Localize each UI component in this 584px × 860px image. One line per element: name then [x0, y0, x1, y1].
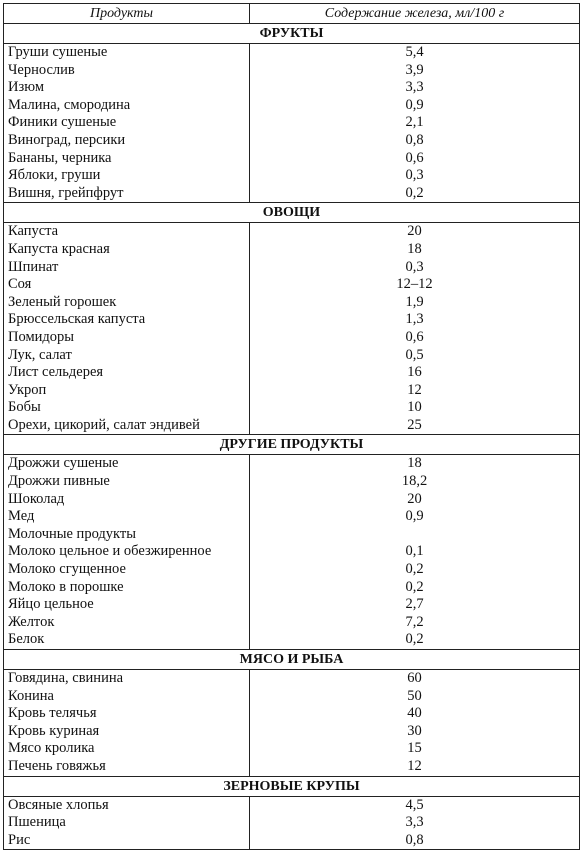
product-name: Мясо кролика — [4, 740, 250, 758]
table-row — [4, 167, 580, 185]
table-row — [4, 329, 580, 347]
iron-value: 3,9 — [250, 62, 580, 80]
table-row — [4, 473, 580, 491]
product-name: Молоко в порошке — [4, 579, 250, 597]
table-row — [4, 259, 580, 277]
table-row — [4, 62, 580, 80]
iron-content-table — [3, 3, 580, 850]
product-name: Соя — [4, 276, 250, 294]
product-name: Кровь телячья — [4, 705, 250, 723]
table-row — [4, 688, 580, 706]
table-row — [4, 347, 580, 365]
iron-value: 25 — [250, 417, 580, 435]
product-name: Бананы, черника — [4, 150, 250, 168]
iron-value: 20 — [250, 223, 580, 241]
product-name: Желток — [4, 614, 250, 632]
section-title: МЯСО И РЫБА — [4, 650, 580, 670]
table-row — [4, 579, 580, 597]
table-row — [4, 491, 580, 509]
product-name: Капуста — [4, 223, 250, 241]
iron-value: 30 — [250, 723, 580, 741]
iron-value: 0,2 — [250, 185, 580, 203]
table-row — [4, 670, 580, 688]
table-row — [4, 399, 580, 417]
table-row — [4, 185, 580, 203]
iron-value: 4,5 — [250, 796, 580, 814]
table-row — [4, 276, 580, 294]
iron-value: 0,2 — [250, 631, 580, 649]
product-name: Лук, салат — [4, 347, 250, 365]
product-name: Бобы — [4, 399, 250, 417]
iron-value: 0,8 — [250, 132, 580, 150]
product-name: Овсяные хлопья — [4, 796, 250, 814]
product-name: Орехи, цикорий, салат эндивей — [4, 417, 250, 435]
table-row — [4, 97, 580, 115]
product-name: Укроп — [4, 382, 250, 400]
iron-value: 18 — [250, 241, 580, 259]
iron-value: 3,3 — [250, 814, 580, 832]
iron-value: 0,3 — [250, 259, 580, 277]
iron-value: 5,4 — [250, 44, 580, 62]
table-row — [4, 740, 580, 758]
section-title: ОВОЩИ — [4, 203, 580, 223]
iron-value: 12 — [250, 758, 580, 776]
table-row — [4, 596, 580, 614]
iron-value: 0,1 — [250, 543, 580, 561]
iron-value: 2,7 — [250, 596, 580, 614]
table-row — [4, 132, 580, 150]
product-name: Вишня, грейпфрут — [4, 185, 250, 203]
product-name: Изюм — [4, 79, 250, 97]
product-name: Чернослив — [4, 62, 250, 80]
iron-value: 0,6 — [250, 329, 580, 347]
table-row — [4, 382, 580, 400]
section-title: ЗЕРНОВЫЕ КРУПЫ — [4, 776, 580, 796]
table-row — [4, 561, 580, 579]
iron-value: 1,3 — [250, 311, 580, 329]
product-name: Финики сушеные — [4, 114, 250, 132]
table-header — [4, 4, 580, 24]
product-name: Молоко цельное и обезжиренное — [4, 543, 250, 561]
iron-value: 15 — [250, 740, 580, 758]
product-name: Пшеница — [4, 814, 250, 832]
product-name: Виноград, персики — [4, 132, 250, 150]
table-row — [4, 241, 580, 259]
table-row — [4, 543, 580, 561]
table-body — [4, 24, 580, 850]
section-header-row — [4, 24, 580, 44]
iron-value: 7,2 — [250, 614, 580, 632]
product-name: Белок — [4, 631, 250, 649]
iron-value: 0,8 — [250, 832, 580, 850]
iron-value — [250, 526, 580, 544]
iron-value: 50 — [250, 688, 580, 706]
table-row — [4, 417, 580, 435]
table-row — [4, 44, 580, 62]
section-header-row — [4, 650, 580, 670]
iron-value: 2,1 — [250, 114, 580, 132]
table-row — [4, 223, 580, 241]
table-row — [4, 455, 580, 473]
iron-value: 60 — [250, 670, 580, 688]
header-product: Продукты — [4, 4, 250, 24]
table-row — [4, 294, 580, 312]
table-row — [4, 705, 580, 723]
section-title: ФРУКТЫ — [4, 24, 580, 44]
iron-value: 0,2 — [250, 561, 580, 579]
iron-value: 0,3 — [250, 167, 580, 185]
product-name: Помидоры — [4, 329, 250, 347]
product-name: Дрожжи сушеные — [4, 455, 250, 473]
table-row — [4, 723, 580, 741]
iron-value: 12 — [250, 382, 580, 400]
table-row — [4, 832, 580, 850]
product-name: Капуста красная — [4, 241, 250, 259]
iron-value: 40 — [250, 705, 580, 723]
product-name: Лист сельдерея — [4, 364, 250, 382]
product-name: Зеленый горошек — [4, 294, 250, 312]
table-row — [4, 758, 580, 776]
product-name: Молоко сгущенное — [4, 561, 250, 579]
table-row — [4, 79, 580, 97]
table-row — [4, 526, 580, 544]
table-row — [4, 814, 580, 832]
iron-value: 10 — [250, 399, 580, 417]
table-row — [4, 796, 580, 814]
product-name: Молочные продукты — [4, 526, 250, 544]
iron-value: 0,6 — [250, 150, 580, 168]
product-name: Яйцо цельное — [4, 596, 250, 614]
table-row — [4, 114, 580, 132]
section-title: ДРУГИЕ ПРОДУКТЫ — [4, 435, 580, 455]
iron-content-document — [3, 3, 579, 850]
iron-value: 20 — [250, 491, 580, 509]
iron-value: 0,9 — [250, 97, 580, 115]
iron-value: 12–12 — [250, 276, 580, 294]
product-name: Конина — [4, 688, 250, 706]
table-row — [4, 364, 580, 382]
product-name: Яблоки, груши — [4, 167, 250, 185]
table-row — [4, 150, 580, 168]
product-name: Кровь куриная — [4, 723, 250, 741]
product-name: Печень говяжья — [4, 758, 250, 776]
product-name: Рис — [4, 832, 250, 850]
iron-value: 0,2 — [250, 579, 580, 597]
iron-value: 18 — [250, 455, 580, 473]
header-row — [4, 4, 580, 24]
section-header-row — [4, 435, 580, 455]
table-row — [4, 311, 580, 329]
table-row — [4, 614, 580, 632]
product-name: Малина, смородина — [4, 97, 250, 115]
section-header-row — [4, 203, 580, 223]
table-row — [4, 508, 580, 526]
iron-value: 0,9 — [250, 508, 580, 526]
product-name: Груши сушеные — [4, 44, 250, 62]
product-name: Говядина, свинина — [4, 670, 250, 688]
product-name: Мед — [4, 508, 250, 526]
product-name: Брюссельская капуста — [4, 311, 250, 329]
product-name: Шоколад — [4, 491, 250, 509]
product-name: Шпинат — [4, 259, 250, 277]
section-header-row — [4, 776, 580, 796]
iron-value: 18,2 — [250, 473, 580, 491]
header-iron-content: Содержание железа, мл/100 г — [250, 4, 580, 24]
iron-value: 3,3 — [250, 79, 580, 97]
table-row — [4, 631, 580, 649]
iron-value: 1,9 — [250, 294, 580, 312]
product-name: Дрожжи пивные — [4, 473, 250, 491]
iron-value: 0,5 — [250, 347, 580, 365]
iron-value: 16 — [250, 364, 580, 382]
